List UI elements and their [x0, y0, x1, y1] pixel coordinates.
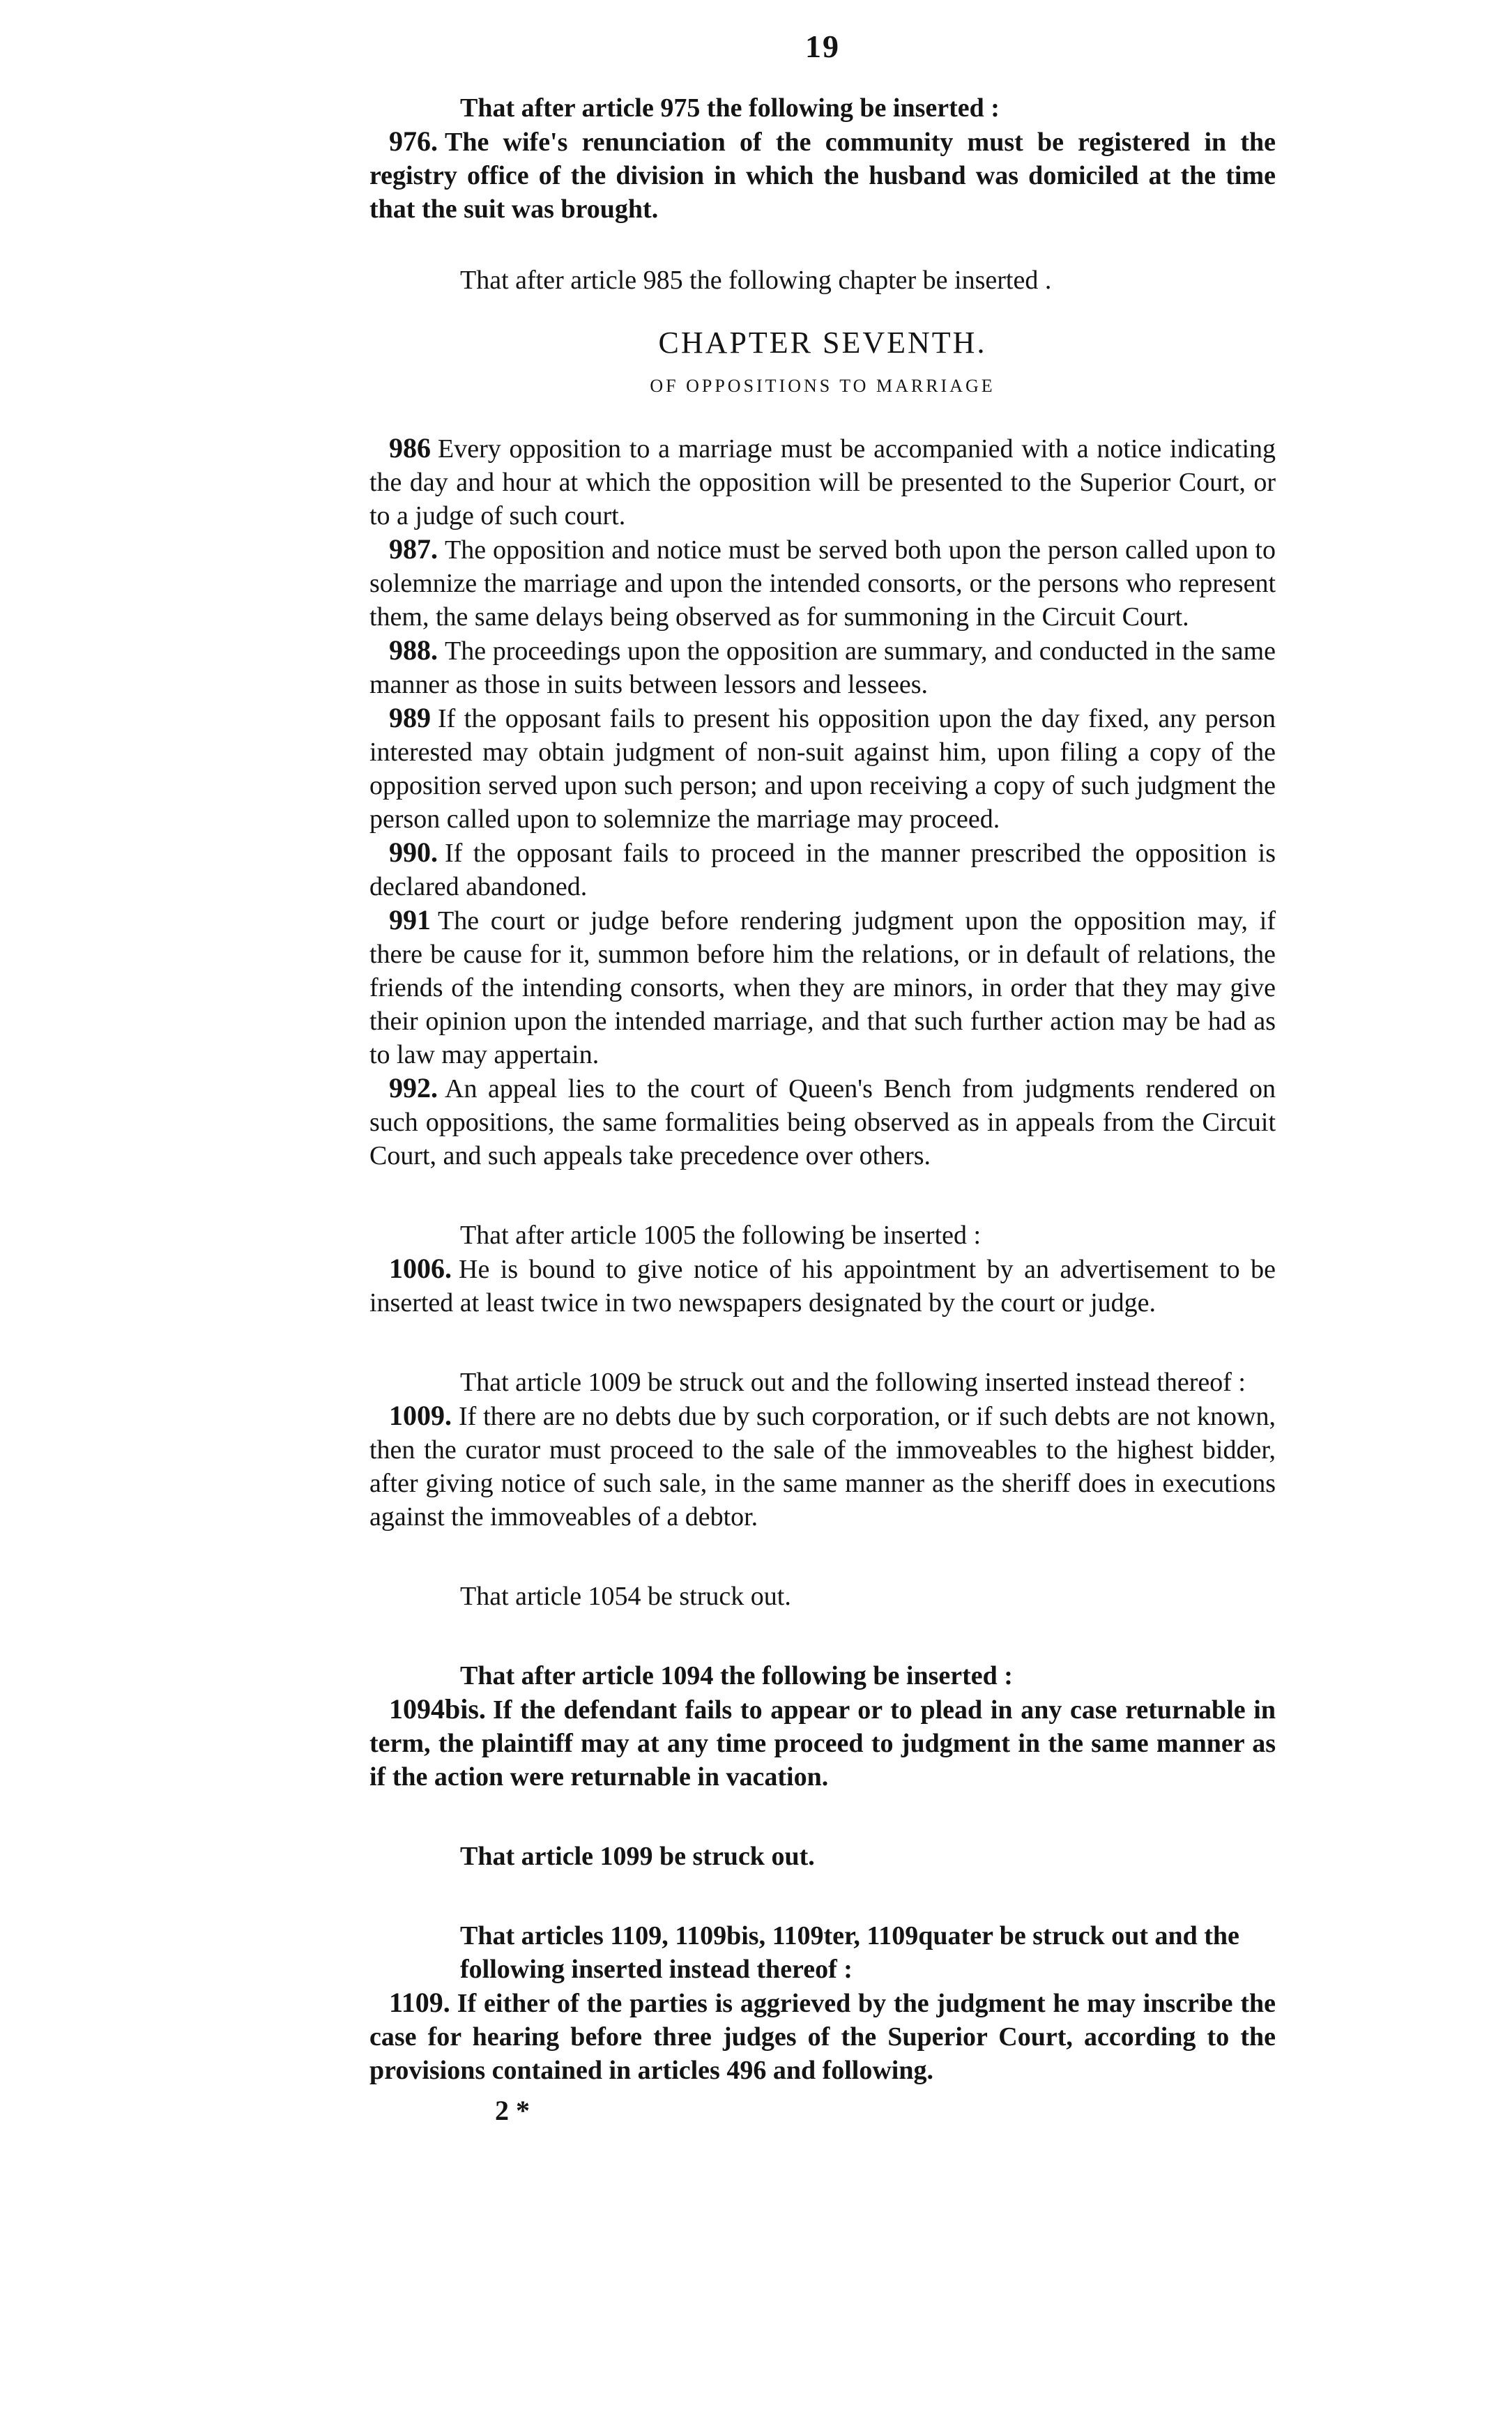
article-text: He is bound to give notice of his appointment by an advertisement to be inserted at least twice in two newspapers designated by the court or judge.: [369, 1255, 1276, 1318]
article-text: The proceedings upon the opposition are summary, and conducted in the same manner as those in suits between lessors and lessees.: [369, 636, 1276, 699]
signature-mark: 2 *: [495, 2095, 530, 2126]
section-intro: That article 1054 be struck out.: [460, 1582, 791, 1611]
section-intro: That after article 1094 the following be inserted :: [460, 1661, 1013, 1690]
article-992: [369, 1071, 1276, 1173]
chapter-title: CHAPTER SEVENTH.: [658, 326, 987, 360]
article-number: 987.: [389, 533, 438, 565]
article-text: An appeal lies to the court of Queen's Bench from judgments rendered on such oppositions, the same formalities being observed as in appeals from the Circuit Court, and such appeals take precedence over others.: [369, 1074, 1276, 1170]
article-text: If the defendant fails to appear or to plead in any case returnable in term, the plaintiff may at any time proceed to judgment in the same manner as if the action were returnable in vacation.: [369, 1695, 1276, 1792]
page-number: 19: [805, 29, 840, 64]
article-text: If there are no debts due by such corporation, or if such debts are not known, then the curator must proceed to the sale of the immoveables to the highest bidder, after giving notice of such sale, in the same manner as the sheriff does in executions against the immoveables of a debtor.: [369, 1402, 1276, 1532]
article-990: [369, 836, 1276, 903]
article-number: 989: [389, 702, 431, 733]
article-991: [369, 903, 1276, 1071]
section-intro: That articles 1109, 1109bis, 1109ter, 1109quater be struck out and the following inserted instead thereof :: [460, 1921, 1239, 1984]
article-1109: [369, 1986, 1276, 2087]
article-number: 990.: [389, 837, 438, 868]
article-number: 1094bis.: [389, 1693, 486, 1725]
article-976: [369, 125, 1276, 226]
article-1009: [369, 1399, 1276, 1534]
article-text: If the opposant fails to proceed in the manner prescribed the opposition is declared abandoned.: [369, 839, 1276, 901]
article-1094bis: [369, 1693, 1276, 1794]
article-989: [369, 701, 1276, 836]
section-intro: That after article 975 the following be inserted :: [460, 93, 1000, 123]
article-number: 1109.: [389, 1987, 450, 2018]
chapter-subtitle: OF OPPOSITIONS TO MARRIAGE: [650, 376, 995, 396]
article-number: 986: [389, 432, 431, 464]
article-text: Every opposition to a marriage must be accompanied with a notice indicating the day and hour at which the opposition will be presented to the Superior Court, or to a judge of such court.: [369, 434, 1276, 530]
article-number: 976.: [389, 125, 438, 157]
article-text: If the opposant fails to present his opposition upon the day fixed, any person interested may obtain judgment of non-suit against him, upon filing a copy of the opposition served upon such person; and upon receiving a copy of such judgment the person called upon to solemnize the marriage may proceed.: [369, 704, 1276, 834]
article-text: If either of the parties is aggrieved by the judgment he may inscribe the case for hearing before three judges of the Superior Court, according to the provisions contained in articles 496 and following.: [369, 1989, 1276, 2085]
article-988: [369, 634, 1276, 701]
section-intro: That article 1099 be struck out.: [460, 1842, 815, 1871]
section-intro: That after article 1005 the following be inserted :: [460, 1221, 982, 1250]
article-number: 1009.: [389, 1400, 452, 1431]
article-number: 991: [389, 904, 431, 936]
article-number: 988.: [389, 634, 438, 666]
document-page: [369, 28, 1276, 2398]
section-intro: That article 1009 be struck out and the following inserted instead thereof :: [460, 1368, 1246, 1397]
article-987: [369, 533, 1276, 634]
article-text: The court or judge before rendering judgment upon the opposition may, if there be cause for it, summon before him the relations, or in default of relations, the friends of the intending consorts, when they are minors, in order that they may give their opinion upon the intended marriage, and that such further action may be had as to law may appertain.: [369, 906, 1276, 1069]
article-number: 1006.: [389, 1253, 452, 1284]
article-text: The wife's renunciation of the community must be registered in the registry office of the division in which the husband was domiciled at the time that the suit was brought.: [369, 128, 1276, 224]
article-1006: [369, 1252, 1276, 1320]
section-intro: That after article 985 the following chapter be inserted .: [460, 266, 1052, 295]
article-986: [369, 432, 1276, 533]
article-text: The opposition and notice must be served both upon the person called upon to solemnize the marriage and upon the intended consorts, or the persons who represent them, the same delays being observed as for summoning in the Circuit Court.: [369, 535, 1276, 632]
article-number: 992.: [389, 1072, 438, 1104]
